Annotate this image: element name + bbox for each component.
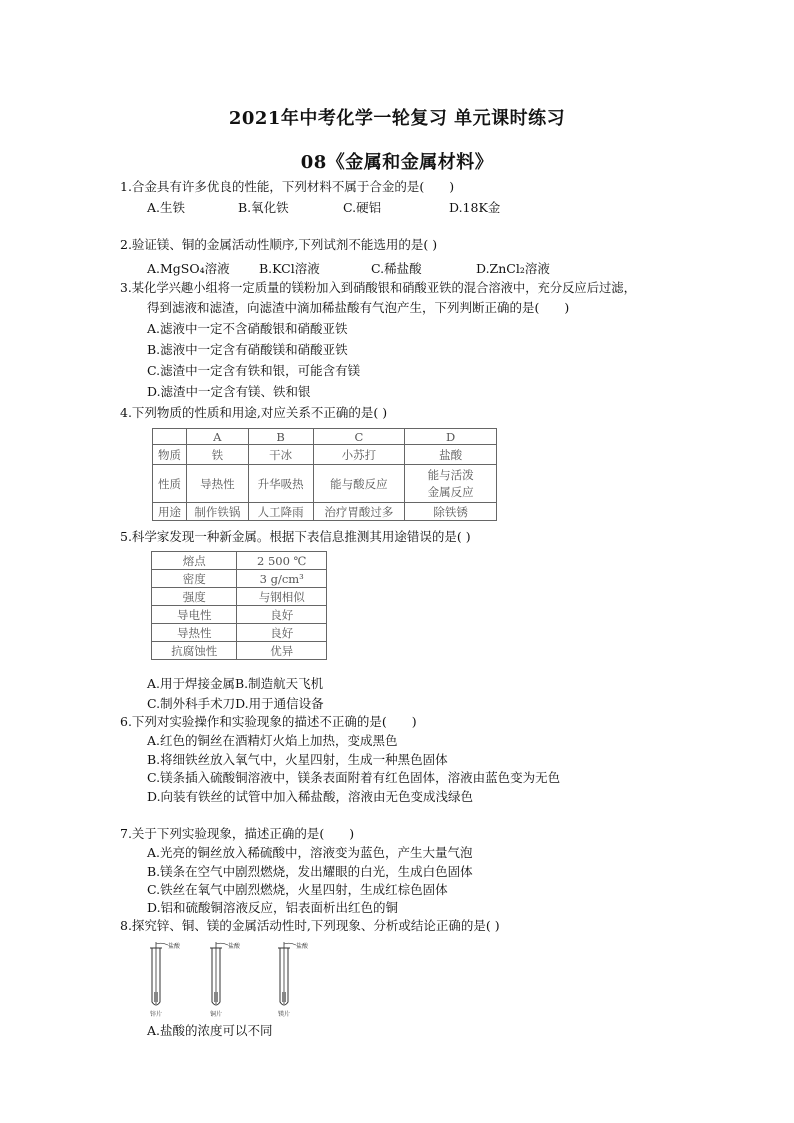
table-row bbox=[153, 465, 497, 503]
tube-3-bottom-label: 镁片 bbox=[278, 1011, 291, 1018]
table-row bbox=[152, 588, 327, 606]
question-5-table bbox=[151, 551, 327, 660]
table-cell: 良好 bbox=[237, 624, 327, 642]
question-3-stem-line-1: 3.某化学兴趣小组将一定质量的镁粉加入到硝酸银和硝酸亚铁的混合溶液中，充分反应后过滤， bbox=[120, 281, 636, 295]
test-tubes-figure bbox=[140, 940, 320, 1020]
table-cell: 用途 bbox=[153, 503, 187, 521]
table-row bbox=[152, 606, 327, 624]
tube-1-top-label: 盐酸 bbox=[168, 943, 181, 950]
question-2-option-c: C.稀盐酸 bbox=[371, 261, 422, 276]
table-cell: D bbox=[405, 429, 497, 445]
question-5-stem: 5.科学家发现一种新金属。根据下表信息推测其用途错误的是( ) bbox=[120, 529, 471, 544]
tube-2-bottom-label: 铜片 bbox=[210, 1011, 223, 1018]
question-1-stem: 1.合金具有许多优良的性能，下列材料不属于合金的是( ) bbox=[120, 179, 455, 194]
question-7-option-a: A.光亮的铜丝放入稀硫酸中，溶液变为蓝色，产生大量气泡 bbox=[147, 845, 473, 860]
question-6-option-d: D.向装有铁丝的试管中加入稀盐酸，溶液由无色变成浅绿色 bbox=[147, 789, 474, 804]
table-cell: 性质 bbox=[153, 465, 187, 503]
question-5-options-line-2: C.制外科手术刀D.用于通信设备 bbox=[147, 696, 324, 711]
question-1-option-b: B.氧化铁 bbox=[238, 200, 289, 215]
table-cell: 导热性 bbox=[152, 624, 237, 642]
table-cell: 导电性 bbox=[152, 606, 237, 624]
table-cell: 除铁锈 bbox=[405, 503, 497, 521]
table-cell: 熔点 bbox=[152, 552, 237, 570]
table-cell: 3 g/cm³ bbox=[237, 570, 327, 588]
table-row bbox=[152, 642, 327, 660]
table-cell: 强度 bbox=[152, 588, 237, 606]
table-cell: 2 500 ℃ bbox=[237, 552, 327, 570]
table-cell: 良好 bbox=[237, 606, 327, 624]
question-3-stem-line-2: 得到滤液和滤渣，向滤渣中滴加稀盐酸有气泡产生，下列判断正确的是( ) bbox=[147, 300, 570, 315]
table-cell: 物质 bbox=[153, 445, 187, 465]
question-5-options-line-1: A.用于焊接金属B.制造航天飞机 bbox=[147, 676, 324, 691]
question-4-stem: 4.下列物质的性质和用途,对应关系不正确的是( ) bbox=[120, 405, 388, 420]
table-cell: 干冰 bbox=[248, 445, 313, 465]
document-subtitle: 08《金属和金属材料》 bbox=[300, 152, 494, 173]
question-2-option-b: B.KCl溶液 bbox=[259, 261, 320, 276]
table-cell: 能与活泼 金属反应 bbox=[405, 465, 497, 503]
table-row bbox=[153, 445, 497, 465]
question-1-option-c: C.硬铝 bbox=[343, 200, 382, 215]
question-2-option-d: D.ZnCl₂溶液 bbox=[476, 261, 550, 276]
test-tube-icon bbox=[210, 942, 228, 1005]
table-cell: 能与酸反应 bbox=[313, 465, 405, 503]
table-cell: 制作铁锅 bbox=[186, 503, 248, 521]
question-8-option-a: A.盐酸的浓度可以不同 bbox=[147, 1023, 273, 1038]
table-row bbox=[152, 552, 327, 570]
table-cell: C bbox=[313, 429, 405, 445]
table-header-row bbox=[153, 429, 497, 445]
table-cell: 优异 bbox=[237, 642, 327, 660]
table-cell: 铁 bbox=[186, 445, 248, 465]
question-6-option-c: C.镁条插入硫酸铜溶液中，镁条表面附着有红色固体，溶液由蓝色变为无色 bbox=[147, 770, 561, 785]
table-cell: 小苏打 bbox=[313, 445, 405, 465]
question-1-option-d: D.18K金 bbox=[449, 200, 501, 215]
question-2-option-a: A.MgSO₄溶液 bbox=[147, 261, 230, 276]
question-6-stem: 6.下列对实验操作和实验现象的描述不正确的是( ) bbox=[120, 714, 417, 729]
table-cell: 治疗胃酸过多 bbox=[313, 503, 405, 521]
table-cell: 盐酸 bbox=[405, 445, 497, 465]
question-3-option-b: B.滤液中一定含有硝酸镁和硝酸亚铁 bbox=[147, 342, 348, 357]
question-7-option-b: B.镁条在空气中剧烈燃烧，发出耀眼的白光，生成白色固体 bbox=[147, 864, 473, 879]
table-cell: 与钢相似 bbox=[237, 588, 327, 606]
table-cell: 升华吸热 bbox=[248, 465, 313, 503]
test-tube-icon bbox=[150, 942, 168, 1005]
table-cell: 抗腐蚀性 bbox=[152, 642, 237, 660]
question-2-stem: 2.验证镁、铜的金属活动性顺序,下列试剂不能选用的是( ) bbox=[120, 237, 438, 252]
table-cell: 密度 bbox=[152, 570, 237, 588]
table-cell bbox=[153, 429, 187, 445]
question-7-option-c: C.铁丝在氧气中剧烈燃烧，火星四射，生成红棕色固体 bbox=[147, 882, 448, 897]
question-7-stem: 7.关于下列实验现象，描述正确的是( ) bbox=[120, 826, 355, 841]
table-cell: A bbox=[186, 429, 248, 445]
question-7-option-d: D.铝和硫酸铜溶液反应，铝表面析出红色的铜 bbox=[147, 900, 399, 915]
table-row bbox=[152, 624, 327, 642]
question-8-stem: 8.探究锌、铜、镁的金属活动性时,下列现象、分析或结论正确的是( ) bbox=[120, 918, 500, 933]
question-4-table bbox=[152, 428, 497, 521]
question-3-option-c: C.滤渣中一定含有铁和银，可能含有镁 bbox=[147, 363, 361, 378]
tube-2-top-label: 盐酸 bbox=[228, 943, 241, 950]
question-6-option-a: A.红色的铜丝在酒精灯火焰上加热，变成黑色 bbox=[147, 733, 398, 748]
question-6-option-b: B.将细铁丝放入氧气中，火星四射，生成一种黑色固体 bbox=[147, 752, 448, 767]
question-1-option-a: A.生铁 bbox=[147, 200, 186, 215]
document-title: 2021年中考化学一轮复习 单元课时练习 bbox=[228, 108, 566, 129]
table-cell: B bbox=[248, 429, 313, 445]
question-3-option-d: D.滤渣中一定含有镁、铁和银 bbox=[147, 384, 311, 399]
table-row bbox=[152, 570, 327, 588]
tube-3-top-label: 盐酸 bbox=[296, 943, 309, 950]
table-row bbox=[153, 503, 497, 521]
table-cell: 导热性 bbox=[186, 465, 248, 503]
tube-1-bottom-label: 锌片 bbox=[150, 1011, 163, 1018]
question-3-option-a: A.滤液中一定不含硝酸银和硝酸亚铁 bbox=[147, 321, 348, 336]
test-tube-icon bbox=[278, 942, 296, 1005]
table-cell: 人工降雨 bbox=[248, 503, 313, 521]
